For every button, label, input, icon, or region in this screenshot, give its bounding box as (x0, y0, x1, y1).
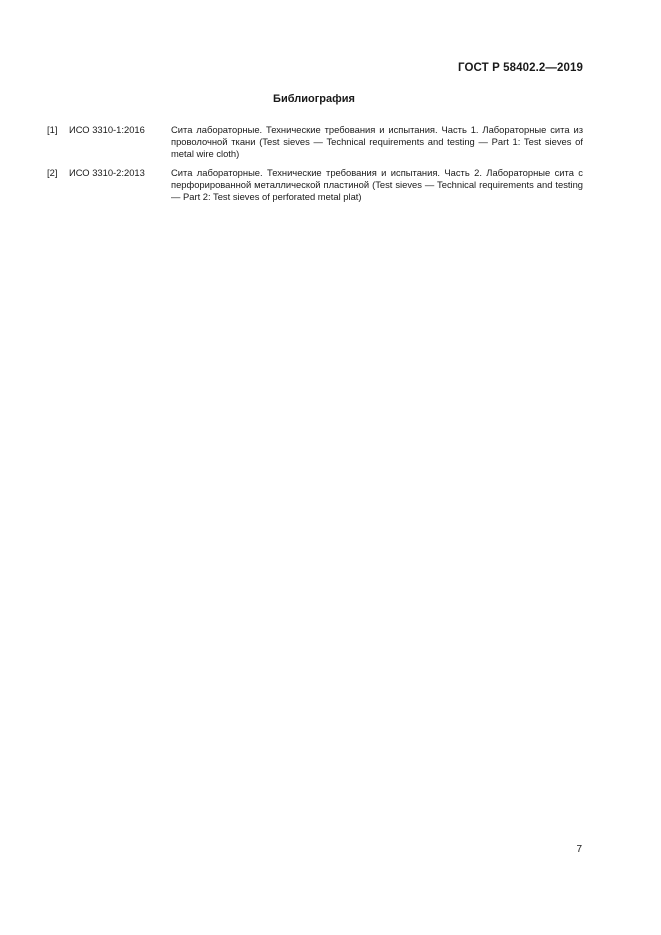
entry-number: [2] (47, 166, 58, 178)
bibliography-entry (47, 124, 583, 161)
entry-number: [1] (47, 124, 58, 135)
document-code-header: ГОСТ Р 58402.2—2019 (458, 62, 583, 74)
entry-description: Сита лабораторные. Технические требования и испытания. Часть 2. Лабораторные сита с перфорированной металлической пластиной (Test sieves — Technical requirements and testing — Part 2: Test sieves of perforated metal plat) (171, 166, 583, 203)
bibliography-entry (47, 167, 583, 204)
entry-standard: ИСО 3310-2:2013 (69, 166, 145, 178)
entry-description: Сита лабораторные. Технические требования и испытания. Часть 1. Лабораторные сита из проволочной ткани (Test sieves — Technical requirements and testing — Part 1: Test sieves of metal wire cloth) (171, 124, 583, 160)
bibliography-list (47, 124, 583, 209)
page-number: 7 (576, 844, 582, 855)
section-title: Библиография (273, 93, 355, 105)
entry-standard: ИСО 3310-1:2016 (69, 124, 145, 135)
